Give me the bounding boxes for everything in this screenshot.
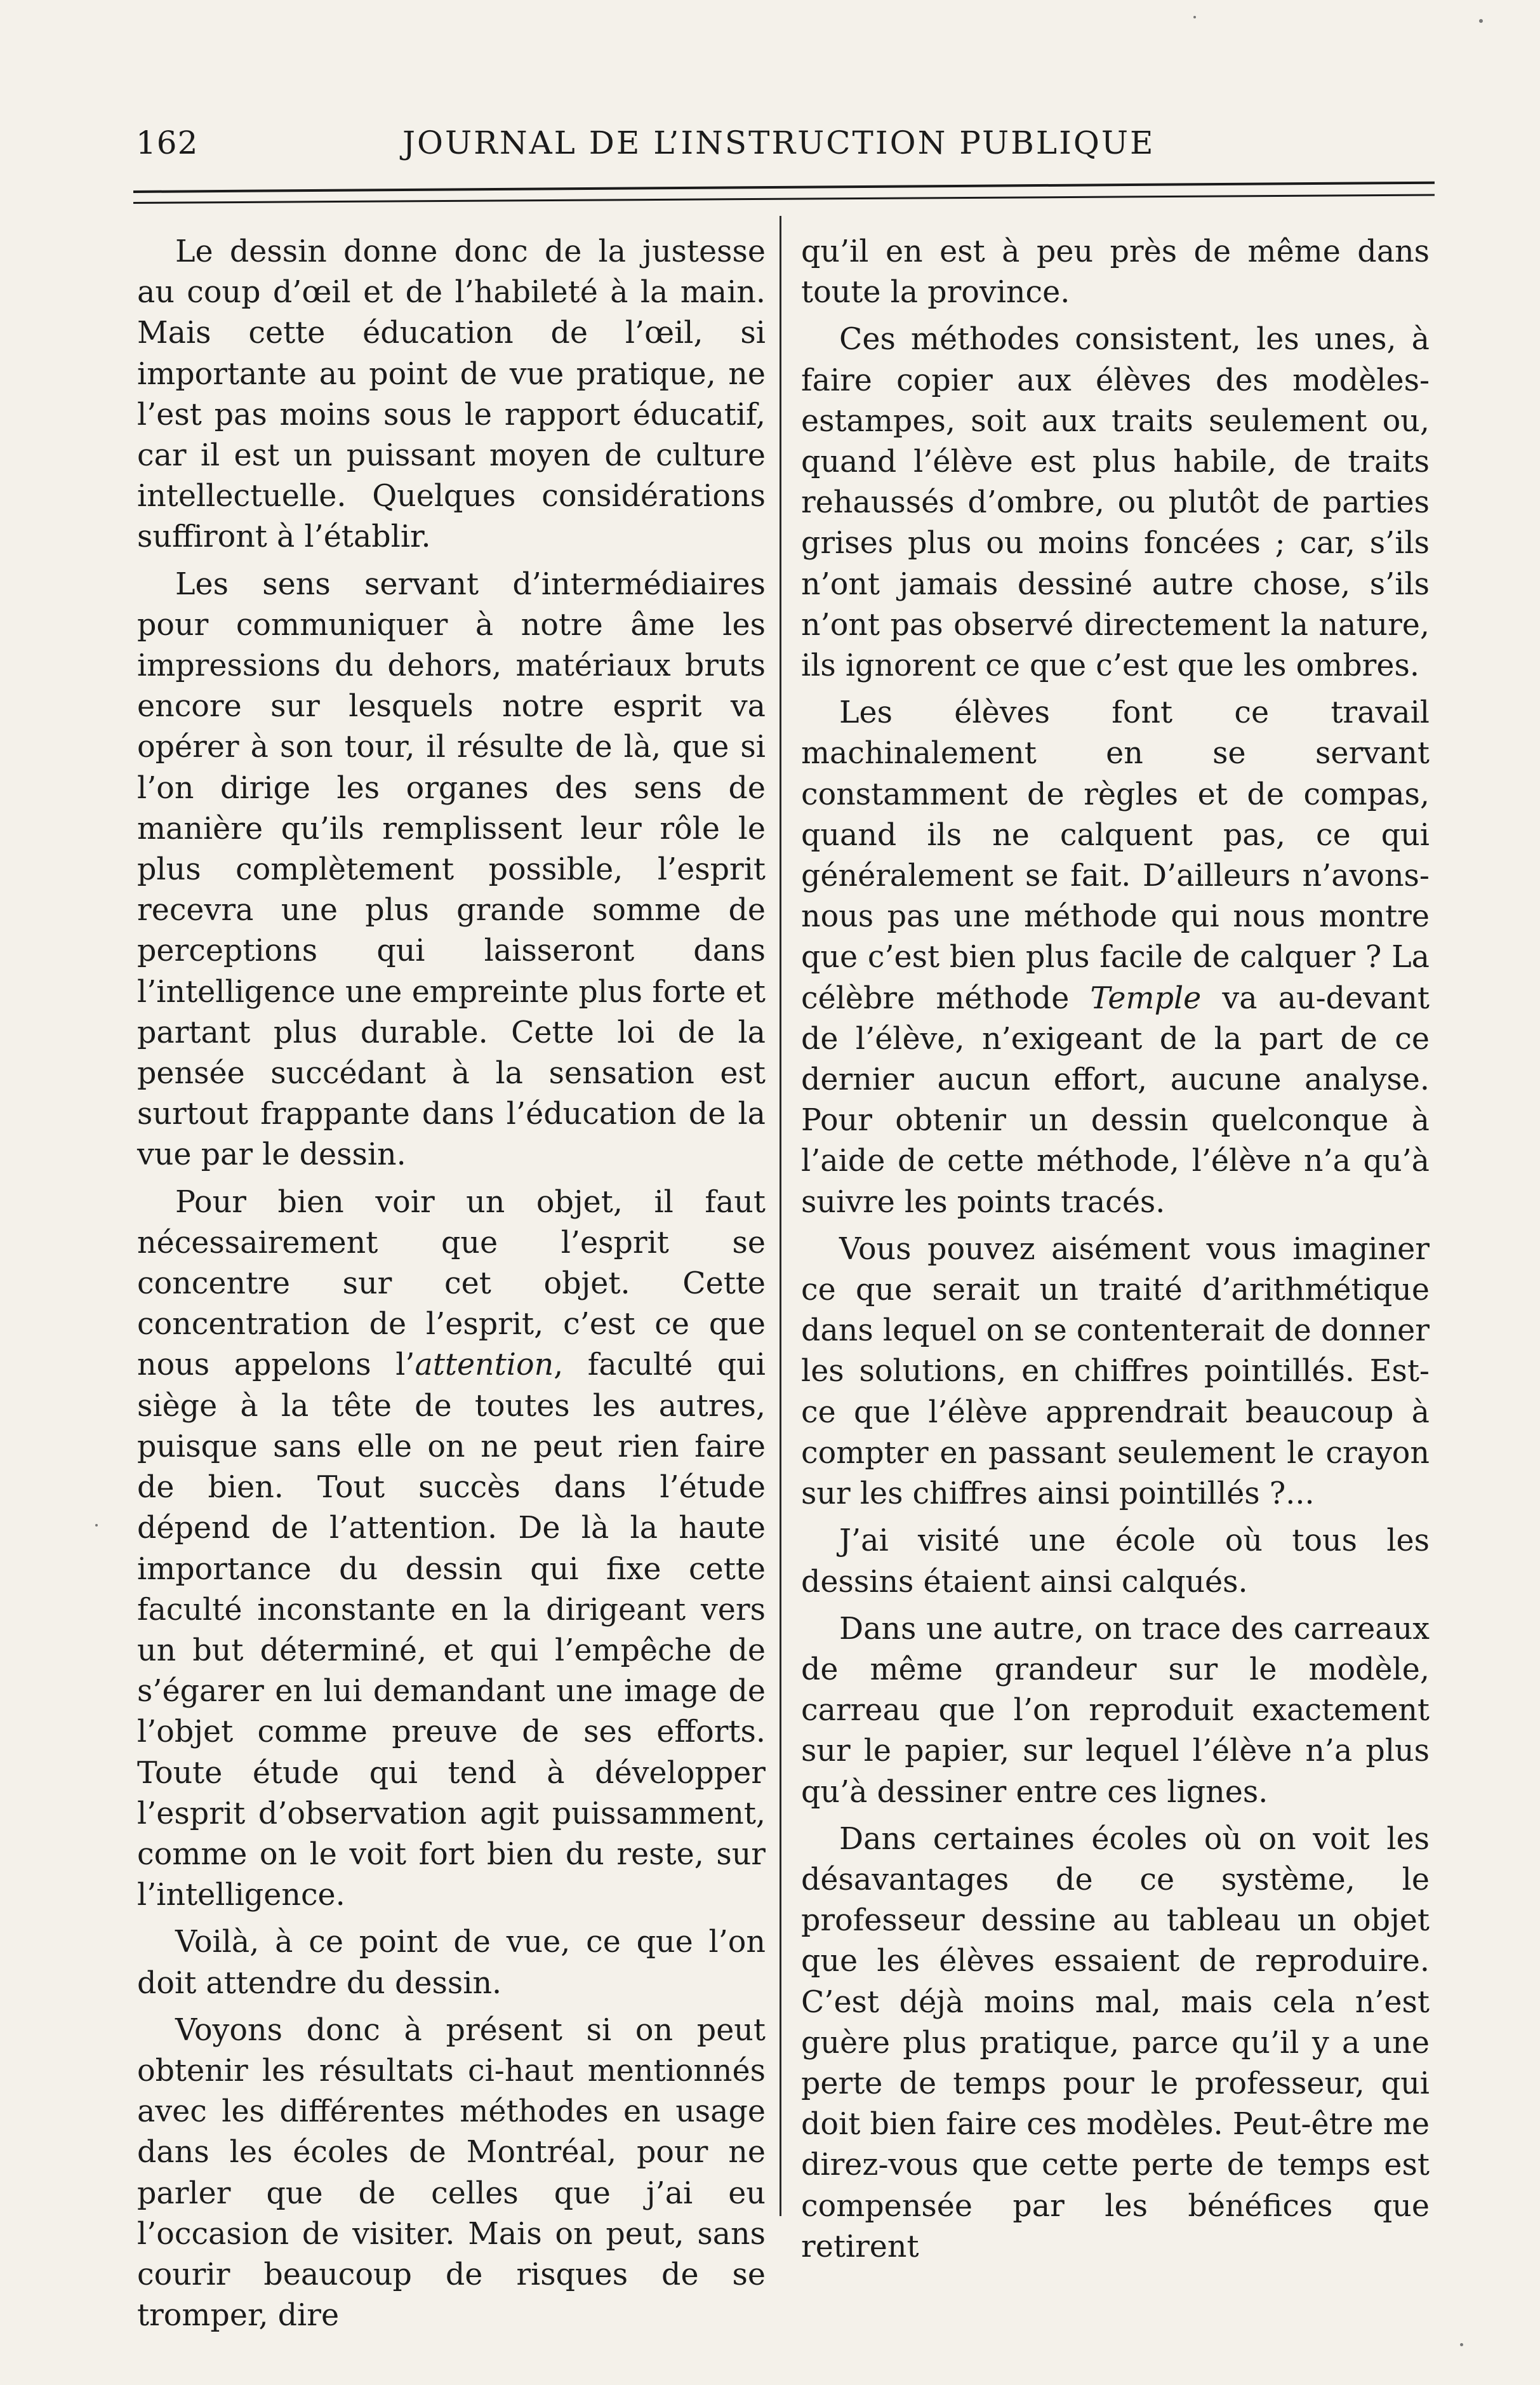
paper-speck [1460, 2343, 1463, 2346]
paragraph: Voyons donc à présent si on peut obtenir les résultats ci-haut mentionnés avec les différentes méthodes en usage dans les écoles de Montréal, pour ne parler que de celles que j’ai eu l’occasion de visiter. Mais on peut, sans courir beaucoup de risques de se tromper, dire [137, 2012, 766, 2334]
left-column [137, 232, 766, 2342]
paragraph-continued: qu’il en est à peu près de même dans toute la province. [801, 234, 1430, 311]
header-rule-bottom [133, 194, 1435, 204]
column-divider [780, 216, 781, 2216]
paragraph: Pour bien voir un objet, il faut nécessairement que l’esprit se concentre sur cet objet. Cette concentration de l’esprit, c’est ce que nous appelons l’attention, faculté qui siège à la tête de toutes les autres, puisque sans elle on ne peut rien faire de bien. Tout succès dans l’étude dépend de l’attention. De là la haute importance du dessin qui fixe cette faculté inconstante en la dirigeant vers un but déterminé, et qui l’empêche de s’égarer en lui demandant une image de l’objet comme preuve de ses efforts. Toute étude qui tend à développer l’esprit d’observation agit puissamment, comme on le voit fort bien du reste, sur l’intelligence. [137, 1184, 766, 1913]
paragraph: J’ai visité une école où tous les dessins étaient ainsi calqués. [801, 1523, 1430, 1600]
paper-speck [1193, 16, 1196, 18]
paragraph: Les sens servant d’intermédiaires pour communiquer à notre âme les impressions du dehors, matériaux bruts encore sur lesquels notre esprit va opérer à son tour, il résulte de là, que si l’on dirige les organes des sens de manière qu’ils remplissent leur rôle le plus complètement possible, l’esprit recevra une plus grande somme de perceptions qui laisseront dans l’intelligence une empreinte plus forte et partant plus durable. Cette loi de la pensée succédant à la sensation est surtout frappante dans l’éducation de la vue par le dessin. [137, 566, 766, 1173]
page-number: 162 [136, 124, 199, 161]
paper-speck [95, 1524, 98, 1527]
paragraph: Voilà, à ce point de vue, ce que l’on doit attendre du dessin. [137, 1925, 766, 2001]
paragraph: Vous pouvez aisément vous imaginer ce que serait un traité d’arithmétique dans lequel on se contenterait de donner les solutions, en chiffres pointillés. Est-ce que l’élève apprendrait beaucoup à compter en passant seulement le crayon sur les chiffres ainsi pointillés ?... [801, 1231, 1430, 1512]
paragraph: Ces méthodes consistent, les unes, à faire copier aux élèves des modèles-estampes, soit aux traits seulement ou, quand l’élève est plus habile, de traits rehaussés d’ombre, ou plutôt de parties grises plus ou moins foncées ; car, s’ils n’ont jamais dessiné autre chose, s’ils n’ont pas observé directement la nature, ils ignorent ce que c’est que les ombres. [801, 322, 1430, 684]
header-rule-top [133, 182, 1435, 193]
paragraph: Dans une autre, on trace des carreaux de même grandeur sur le modèle, carreau que l’on reproduit exactement sur le papier, sur lequel l’élève n’a plus qu’à dessiner entre ces lignes. [801, 1611, 1430, 1810]
paper-speck [1479, 19, 1483, 23]
running-title: JOURNAL DE L’INSTRUCTION PUBLIQUE [402, 124, 1155, 161]
page-header [136, 124, 1418, 175]
right-column [801, 232, 1430, 2274]
paragraph: Le dessin donne donc de la justesse au coup d’œil et de l’habileté à la main. Mais cette éducation de l’œil, si importante au point de vue pratique, ne l’est pas moins sous le rapport éducatif, car il est un puissant moyen de culture intellectuelle. Quelques considérations suffiront à l’établir. [137, 234, 766, 555]
paragraph: Les élèves font ce travail machinalement en se servant constamment de règles et de compas, quand ils ne calquent pas, ce qui généralement se fait. D’ailleurs n’avons-nous pas une méthode qui nous montre que c’est bien plus facile de calquer ? La célèbre méthode Temple va au-devant de l’élève, n’exigeant de la part de ce dernier aucun effort, aucune analyse. Pour obtenir un dessin quelconque à l’aide de cette méthode, l’élève n’a qu’à suivre les points tracés. [801, 695, 1430, 1220]
paragraph: Dans certaines écoles où on voit les désavantages de ce système, le professeur dessine au tableau un objet que les élèves essaient de reproduire. C’est déjà moins mal, mais cela n’est guère plus pratique, parce qu’il y a une perte de temps pour le professeur, qui doit bien faire ces modèles. Peut-être me direz-vous que cette perte de temps est compensée par les bénéfices que retirent [801, 1821, 1430, 2264]
